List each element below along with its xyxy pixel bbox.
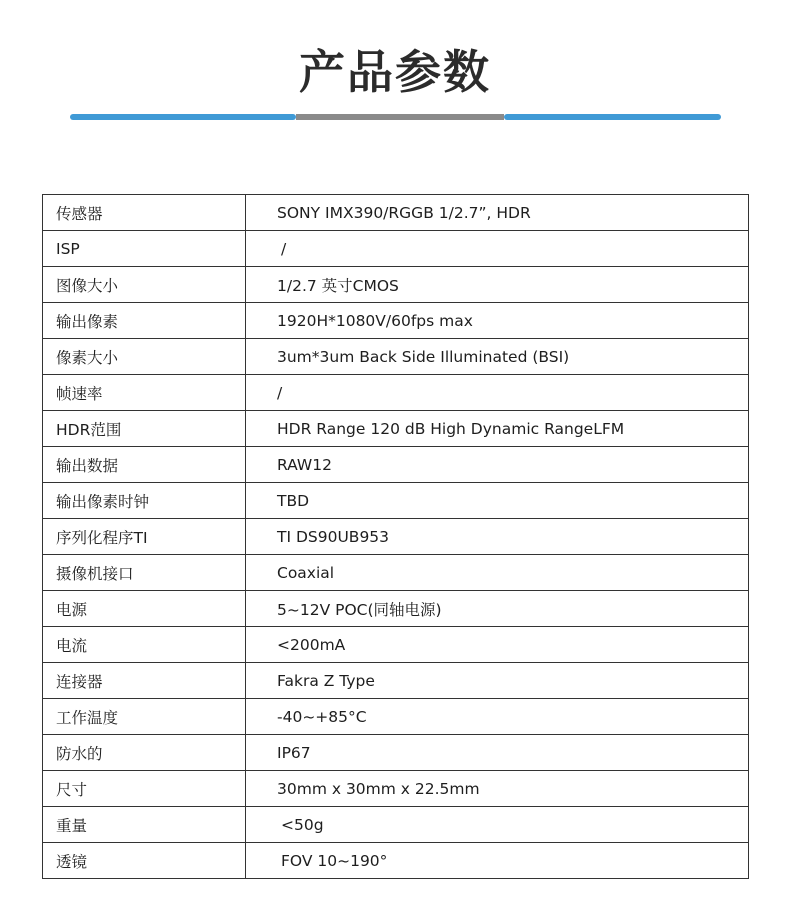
param-value: 1920H*1080V/60fps max — [246, 303, 749, 339]
table-row — [43, 555, 749, 591]
param-label: 输出数据 — [43, 447, 246, 483]
param-value: RAW12 — [246, 447, 749, 483]
table-row — [43, 231, 749, 267]
param-label: ISP — [43, 231, 246, 267]
param-value: <200mA — [246, 627, 749, 663]
param-label: 帧速率 — [43, 375, 246, 411]
param-value: 3um*3um Back Side Illuminated (BSI) — [246, 339, 749, 375]
param-label: 摄像机接口 — [43, 555, 246, 591]
param-label: 输出像素 — [43, 303, 246, 339]
table-row — [43, 339, 749, 375]
title-underline-middle — [296, 114, 504, 120]
param-value: TI DS90UB953 — [246, 519, 749, 555]
param-label: 透镜 — [43, 843, 246, 879]
param-label: 输出像素时钟 — [43, 483, 246, 519]
param-value: 5~12V POC(同轴电源) — [246, 591, 749, 627]
param-label: 图像大小 — [43, 267, 246, 303]
table-row — [43, 195, 749, 231]
table-row — [43, 771, 749, 807]
table-row — [43, 483, 749, 519]
table-row — [43, 591, 749, 627]
param-label: 传感器 — [43, 195, 246, 231]
param-label: HDR范围 — [43, 411, 246, 447]
param-label: 重量 — [43, 807, 246, 843]
table-row — [43, 447, 749, 483]
param-value: -40~+85°C — [246, 699, 749, 735]
table-row — [43, 375, 749, 411]
param-value: / — [246, 375, 749, 411]
param-label: 序列化程序TI — [43, 519, 246, 555]
param-value: FOV 10~190° — [246, 843, 749, 879]
title-underline-left — [70, 114, 296, 120]
param-label: 电流 — [43, 627, 246, 663]
param-value: 1/2.7 英寸CMOS — [246, 267, 749, 303]
param-label: 尺寸 — [43, 771, 246, 807]
param-value: Coaxial — [246, 555, 749, 591]
param-value: SONY IMX390/RGGB 1/2.7”, HDR — [246, 195, 749, 231]
table-row — [43, 303, 749, 339]
param-value: <50g — [246, 807, 749, 843]
param-value: / — [246, 231, 749, 267]
table-row — [43, 411, 749, 447]
table-row — [43, 843, 749, 879]
param-label: 像素大小 — [43, 339, 246, 375]
table-row — [43, 807, 749, 843]
table-row — [43, 735, 749, 771]
param-value: Fakra Z Type — [246, 663, 749, 699]
table-row — [43, 699, 749, 735]
param-value: 30mm x 30mm x 22.5mm — [246, 771, 749, 807]
param-value: HDR Range 120 dB High Dynamic RangeLFM — [246, 411, 749, 447]
param-value: IP67 — [246, 735, 749, 771]
param-value: TBD — [246, 483, 749, 519]
title-underline-right — [504, 114, 721, 120]
table-row — [43, 519, 749, 555]
table-row — [43, 663, 749, 699]
table-row — [43, 627, 749, 663]
page-title: 产品参数 — [299, 45, 491, 99]
param-label: 连接器 — [43, 663, 246, 699]
table-row — [43, 267, 749, 303]
param-label: 电源 — [43, 591, 246, 627]
param-label: 防水的 — [43, 735, 246, 771]
parameters-table — [42, 194, 749, 879]
param-label: 工作温度 — [43, 699, 246, 735]
